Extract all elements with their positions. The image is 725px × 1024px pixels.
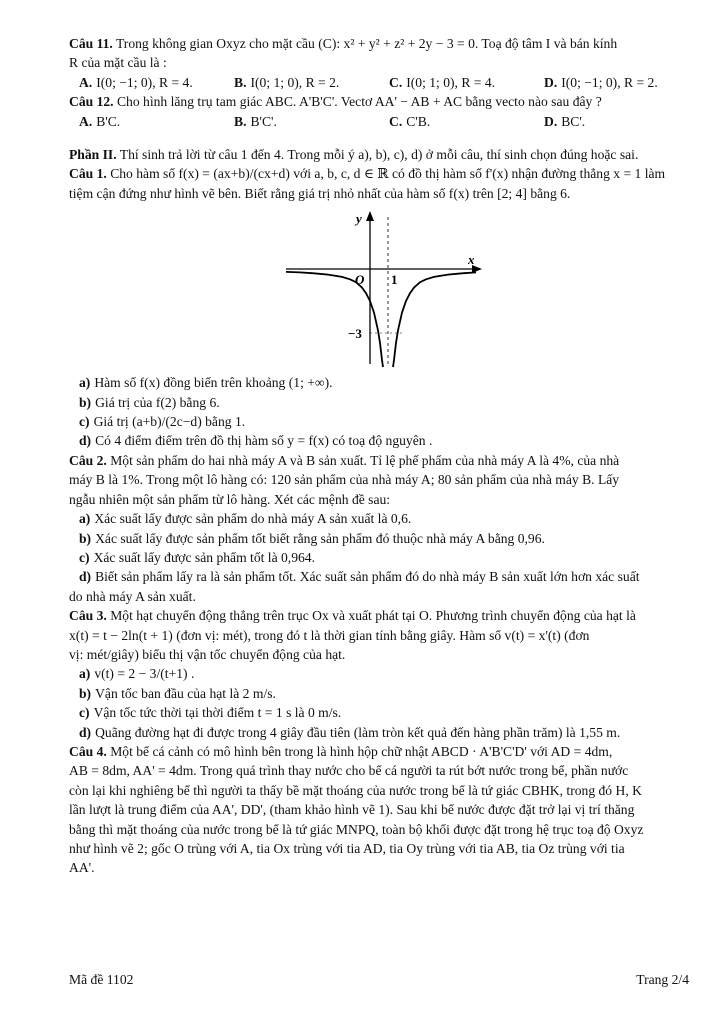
statement-c[interactable]: c) Xác suất lấy được sản phẩm tốt là 0,964. xyxy=(79,549,315,565)
option-d[interactable]: D. I(0; −1; 0), R = 2. xyxy=(544,74,658,90)
function-graph xyxy=(284,209,484,369)
question-text: Một bể cá cảnh có mô hình bên trong là hình hộp chữ nhật ABCD · A'B'C'D' với AD = 4dm, xyxy=(110,743,613,759)
y-axis-label: y xyxy=(356,211,362,227)
question-text-cont: tiệm cận đứng như hình vẽ bên. Biết rằng giá trị nhỏ nhất của hàm số f(x) trên [2; 4] bằng 6. xyxy=(69,185,571,201)
exam-code: Mã đề 1102 xyxy=(69,972,134,987)
question-label: Câu 3. xyxy=(69,608,107,624)
question-text-cont: ngẫu nhiên một sản phẩm từ lô hàng. Xét các mệnh đề sau: xyxy=(69,491,391,507)
question-text-cont: vị: mét/giây) biểu thị vận tốc chuyển động của hạt. xyxy=(69,646,346,662)
origin-label: O xyxy=(355,272,365,288)
option-c[interactable]: C. I(0; 1; 0), R = 4. xyxy=(389,74,496,90)
statement-b[interactable]: b) Vận tốc ban đầu của hạt là 2 m/s. xyxy=(79,685,276,701)
statement-a[interactable]: a) v(t) = 2 − 3/(t+1) . xyxy=(79,666,195,682)
question-text-cont: máy B là 1%. Trong một lô hàng có: 120 sản phẩm của nhà máy A; 80 sản phẩm của nhà máy B. Lấy xyxy=(69,472,620,488)
page-number: Trang 2/4 xyxy=(636,972,689,987)
question-text-cont: như hình vẽ 2; gốc O trùng với A, tia Ox trùng với tia AD, tia Oy trùng với tia AB, tia Oz trùng với tia xyxy=(69,841,625,856)
statement-a[interactable]: a) Xác suất lấy được sản phẩm do nhà máy A sản xuất là 0,6. xyxy=(79,511,412,527)
question-label: Câu 1. xyxy=(69,166,107,182)
question-text: Trong không gian Oxyz cho mặt cầu (C): x² + y² + z² + 2y − 3 = 0. Toạ độ tâm I và bán kính xyxy=(115,36,618,51)
exam-page xyxy=(69,34,689,878)
question-text: Cho hình lăng trụ tam giác ABC. A'B'C'. Vectơ AA' − AB + AC bằng vecto nào sau đây ? xyxy=(116,94,602,110)
question-text-cont: lần lượt là trung điểm của AA', DD', (tham khảo hình vẽ 1). Sau khi bể nước được đặt trở lại vị trí thăng xyxy=(69,802,635,818)
question-11 xyxy=(69,34,689,53)
statement-c[interactable]: c) Vận tốc tức thời tại thời điểm t = 1 s là 0 m/s. xyxy=(79,705,342,721)
question-text: Một sản phẩm do hai nhà máy A và B sản xuất. Tỉ lệ phế phẩm của nhà máy A là 4%, của nhà xyxy=(110,452,620,468)
statement-c[interactable]: c) Giá trị (a+b)/(2c−d) bằng 1. xyxy=(79,414,246,430)
statement-b[interactable]: b) Xác suất lấy được sản phẩm tốt biết rằng sản phẩm đó thuộc nhà máy A bằng 0,96. xyxy=(79,530,545,546)
tick-label-minus3: −3 xyxy=(348,326,362,342)
statement-d-cont: do nhà máy A sản xuất. xyxy=(69,588,196,604)
question-12 xyxy=(69,92,689,111)
question-text-cont: R của mặt cầu là : xyxy=(69,55,167,71)
question-label: Câu 12. xyxy=(69,94,114,110)
question-text-cont: AB = 8dm, AA' = 4dm. Trong quá trình thay nước cho bể cá người ta rút bớt nước trong bể, phần nước xyxy=(69,763,629,779)
statement-d[interactable]: d) Biết sản phẩm lấy ra là sản phẩm tốt. Xác suất sản phẩm đó do nhà máy B sản xuất lớn hơn xác suất xyxy=(79,569,640,585)
statement-d[interactable]: d) Quãng đường hạt đi được trong 4 giây đầu tiên (làm tròn kết quả đến hàng phần trăm) là 1,55 m. xyxy=(79,724,621,740)
question-text-cont: AA'. xyxy=(69,860,95,876)
question-text-cont: còn lại khi nghiêng bể thì người ta thấy bề mặt thoáng của nước trong bể là tứ giác CBHK, trong đó H, K xyxy=(69,782,642,798)
question-2 xyxy=(69,451,689,470)
statement-b[interactable]: b) Giá trị của f(2) bằng 6. xyxy=(79,394,220,410)
statement-a[interactable]: a) Hàm số f(x) đồng biến trên khoảng (1; +∞). xyxy=(79,375,333,391)
tick-label-1: 1 xyxy=(391,272,398,288)
option-a[interactable]: A. I(0; −1; 0), R = 4. xyxy=(79,74,193,90)
y-axis-arrow xyxy=(366,211,374,221)
question-3 xyxy=(69,606,689,625)
question-label: Câu 4. xyxy=(69,743,107,759)
option-c[interactable]: C. C'B. xyxy=(389,113,431,129)
curve-left xyxy=(286,272,383,367)
option-b[interactable]: B. I(0; 1; 0), R = 2. xyxy=(234,74,340,90)
question-text-cont: bằng thì mặt thoáng của nước trong bể là tứ giác MNPQ, toàn bộ khối được đặt trong hệ trục toạ độ Oxyz xyxy=(69,821,644,837)
option-a[interactable]: A. B'C. xyxy=(79,113,121,129)
question-1 xyxy=(69,164,689,183)
question-4 xyxy=(69,742,689,761)
question-text-cont: x(t) = t − 2ln(t + 1) (đơn vị: mét), trong đó t là thời gian tính bằng giây. Hàm số v(t) = x'(t) (đơn xyxy=(69,627,590,643)
x-axis-label: x xyxy=(468,252,475,268)
curve-right xyxy=(393,273,476,368)
option-b[interactable]: B. B'C'. xyxy=(234,113,277,129)
answer-options xyxy=(69,112,689,131)
question-text: Cho hàm số f(x) = (ax+b)/(cx+d) với a, b, c, d ∈ ℝ có đồ thị hàm số f'(x) nhận đường thẳng x = 1 làm xyxy=(110,166,666,182)
option-d[interactable]: D. BC'. xyxy=(544,113,586,129)
question-label: Câu 2. xyxy=(69,452,107,468)
statement-d[interactable]: d) Có 4 điểm điểm trên đồ thị hàm số y = f(x) có toạ độ nguyên . xyxy=(79,433,433,449)
page-footer xyxy=(69,972,689,988)
answer-options xyxy=(69,73,689,92)
part-2-heading: Phần II. Thí sinh trả lời từ câu 1 đến 4. Trong mỗi ý a), b), c), d) ở mỗi câu, thí sinh chọn đúng hoặc sai. xyxy=(69,147,639,163)
question-label: Câu 11. xyxy=(69,36,113,51)
question-text: Một hạt chuyển động thẳng trên trục Ox và xuất phát tại O. Phương trình chuyển động của hạt là xyxy=(110,608,636,624)
